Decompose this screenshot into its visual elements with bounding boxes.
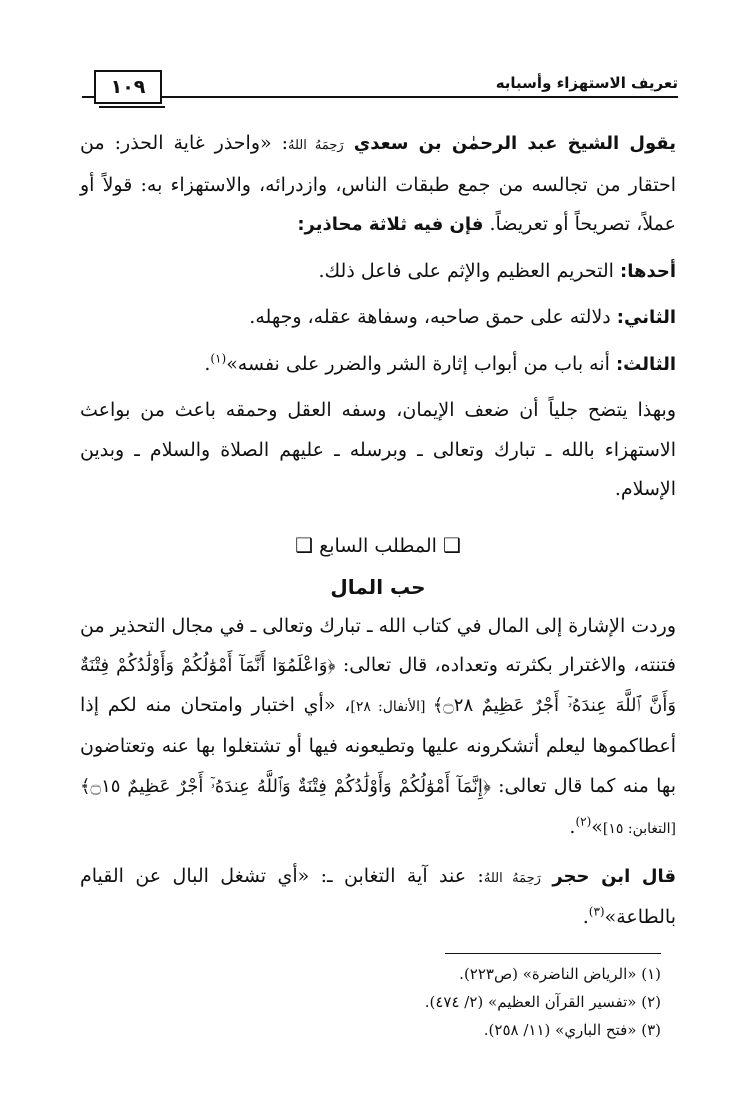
- honorific: رَحِمَهُ اللهُ: [288, 138, 344, 153]
- text-run: ، «أي اختبار وامتحان منه لكم إذا أعطاكموها ليعلم أتشكرونه عليها وتطيعونه فيها أو تشتغلوا بها عنه وتعتاضون بها منه كما قال تعالى:: [80, 693, 676, 797]
- text-run: : عند آية التغابن ـ: «أي تشغل البال عن القيام بالطاعة»: [80, 864, 676, 928]
- text-run: »: [591, 816, 603, 838]
- section-title: [80, 524, 676, 567]
- text-run: .: [569, 816, 576, 838]
- footnote-marker: (٢): [575, 814, 592, 829]
- list-item-second: [80, 298, 676, 338]
- footnote-item: (٣) «فتح الباري» (١١/ ٢٥٨).: [483, 1021, 661, 1039]
- list-item-third: [80, 345, 676, 385]
- verse-reference: [التغابن: ١٥]: [602, 821, 676, 837]
- footnote-marker: (٣): [588, 904, 605, 919]
- page-body: [80, 124, 676, 938]
- quran-verse: ﴿وَاعْلَمُوٓا أَنَّمَآ أَمْوَٰلُكُمْ وَأَوْلَٰدُكُمْ فِتْنَةٌ وَأَنَّ ٱللَّهَ عِندَهُۥٓ أَجْرٌ عَظِيمٌ ۝٢٨﴾: [80, 655, 677, 716]
- footnotes: [101, 960, 661, 1044]
- item-label: الثاني:: [616, 307, 676, 328]
- paragraph-conclusion: وبهذا يتضح جلياً أن ضعف الإيمان، وسفه العقل وحمقه باعث من بواعث الاستهزاء بالله ـ تبارك وتعالى ـ وبرسله ـ عليهم الصلاة والسلام ـ وبدين الإسلام.: [80, 399, 676, 500]
- square-bullet-icon: ❑: [442, 532, 461, 557]
- quote-text: : «واحذر غاية الحذر: من احتقار من تجالسه من جمع طبقات الناس، وازدرائه، والاستهزاء به: قولاً أو عملاً، تصريحاً أو تعريضاً.: [80, 132, 676, 235]
- section-heading: حب المال: [330, 574, 426, 599]
- speaker-name: يقول الشيخ عبد الرحمٰن بن سعدي: [353, 133, 677, 154]
- paragraph-saadi: [80, 124, 676, 245]
- footnote-item: (١) «الرياض الناضرة» (ص٢٢٣).: [459, 965, 661, 983]
- section-title-text: المطلب السابع: [319, 534, 437, 557]
- running-title: تعريف الاستهزاء وأسبابه: [495, 74, 678, 92]
- text-run: .: [582, 906, 589, 928]
- square-bullet-icon: ❑: [295, 532, 314, 557]
- item-label: الثالث:: [615, 353, 676, 375]
- page-number: ١٠٩: [94, 70, 162, 104]
- footnote-rule: [445, 953, 661, 954]
- text-run: وردت الإشارة إلى المال في كتاب الله ـ تبارك وتعالى ـ في مجال التحذير من فتنته، والاغترار بكثرته وتعداده، قال تعالى:: [80, 614, 676, 676]
- speaker-name: قال ابن حجر: [552, 865, 677, 887]
- verse-reference: [الأنفال: ٢٨]: [350, 698, 433, 715]
- page-header: [82, 62, 678, 104]
- honorific: رَحِمَهُ اللهُ: [483, 870, 541, 886]
- three-cautions-lead: فإن فيه ثلاثة محاذير:: [297, 214, 484, 235]
- paragraph-wealth: [80, 607, 676, 850]
- item-text: التحريم العظيم والإثم على فاعل ذلك.: [318, 259, 621, 282]
- item-end: .: [204, 352, 211, 375]
- footnote-marker: (١): [210, 351, 227, 366]
- item-text: دلالته على حمق صاحبه، وسفاهة عقله، وجهله.: [249, 306, 617, 328]
- quran-verse: ﴿إِنَّمَآ أَمْوَٰلُكُمْ وَأَوْلَٰدُكُمْ فِتْنَةٌ وَٱللَّهُ عِندَهُۥٓ أَجْرٌ عَظِيمٌ ۝١٥﴾: [80, 775, 491, 797]
- list-item-first: [80, 252, 676, 292]
- item-label: أحدها:: [620, 260, 676, 282]
- header-rule: [82, 96, 678, 98]
- paragraph-ibn-hajar: [80, 857, 676, 938]
- footnote-item: (٢) «تفسير القرآن العظيم» (٢/ ٤٧٤).: [424, 993, 661, 1011]
- item-text: أنه باب من أبواب إثارة الشر والضرر على نفسه»: [226, 352, 616, 375]
